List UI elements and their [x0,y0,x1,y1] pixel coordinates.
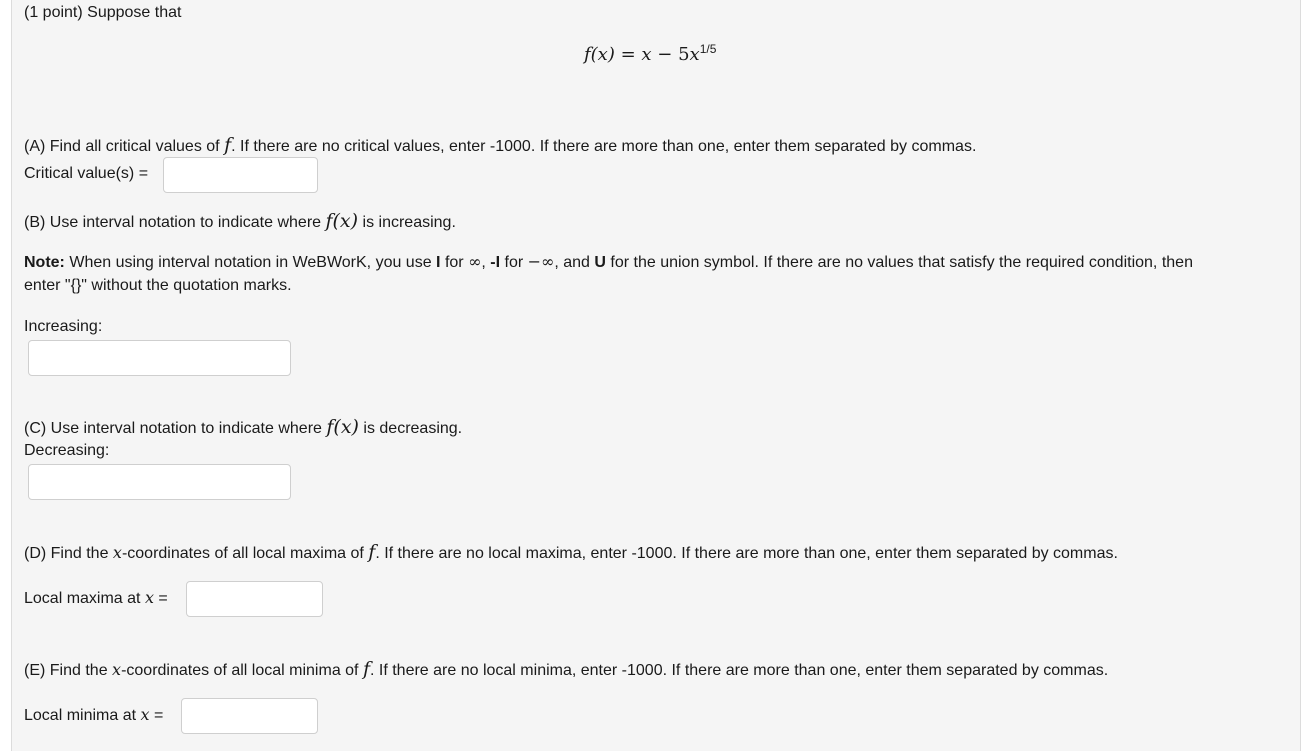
critical-values-input[interactable] [163,157,318,193]
part-e-lead: (E) Find the [24,662,113,679]
note-text-4: for [500,254,528,271]
note-neg-infinity-code: -I [490,254,501,271]
local-minima-label-text: Local minima at [24,707,141,724]
problem-panel [11,0,1301,751]
note-text-1: When using interval notation in WeBWorK, you use [64,254,437,271]
increasing-input[interactable] [28,340,291,376]
part-e-var: x [112,660,122,679]
note-line-1 [24,252,1193,273]
part-a-rest: . If there are no critical values, enter -1000. If there are more than one, enter them separated by commas. [231,138,977,155]
decreasing-input[interactable] [28,464,291,500]
note-text-5: , and [554,254,595,271]
formula-exponent: 1/5 [699,42,717,56]
note-union-code: U [594,254,606,271]
decreasing-label: Decreasing: [24,442,110,459]
local-minima-label-eq: = [149,707,164,724]
part-a-func: f [224,134,232,156]
note-line-2: enter "{}" without the quotation marks. [24,277,292,294]
part-b-question [24,211,456,233]
part-c-rest: is decreasing. [358,420,463,437]
formula-equals: = [614,44,642,65]
part-e-func: f [362,658,370,680]
neg-infinity-symbol: −∞ [527,252,555,271]
part-e-question [24,659,1108,681]
part-b-func: f(x) [325,210,359,232]
local-maxima-label-eq: = [153,590,168,607]
local-maxima-input[interactable] [186,581,323,617]
part-a-lead: (A) Find all critical values of [24,138,225,155]
local-maxima-label [24,588,168,609]
local-minima-label [24,705,163,726]
part-d-lead: (D) Find the [24,545,113,562]
part-c-func: f(x) [326,416,359,438]
formula-minus-coef: − 5 [651,44,690,65]
formula-lhs: f(x) [584,44,615,65]
part-c-question [24,417,462,439]
note-bold: Note: [24,254,65,271]
formula-var: x [689,44,700,65]
part-d-question [24,542,1118,564]
part-d-rest: . If there are no local maxima, enter -1000. If there are more than one, enter them separated by commas. [375,545,1118,562]
local-maxima-label-var: x [144,588,154,607]
formula-x: x [641,44,652,65]
local-minima-label-var: x [140,705,150,724]
local-minima-input[interactable] [181,698,318,734]
part-b-rest: is increasing. [358,214,456,231]
part-d-func: f [368,541,376,563]
problem-intro: (1 point) Suppose that [24,4,182,21]
local-maxima-label-text: Local maxima at [24,590,145,607]
part-d-var: x [112,543,122,562]
function-formula [584,42,716,65]
note-text-2: for [440,254,469,271]
part-c-lead: (C) Use interval notation to indicate where [24,420,327,437]
part-e-mid: -coordinates of all local minima of [121,662,363,679]
note-infinity-code: I [436,254,441,271]
note-text-6: for the union symbol. If there are no values that satisfy the required condition, then [605,254,1193,271]
part-e-rest: . If there are no local minima, enter -1000. If there are more than one, enter them separated by commas. [370,662,1109,679]
increasing-label: Increasing: [24,318,103,335]
infinity-symbol: ∞ [468,252,482,271]
part-d-mid: -coordinates of all local maxima of [121,545,369,562]
part-a-question [24,135,976,157]
critical-values-label: Critical value(s) = [24,165,149,182]
part-b-lead: (B) Use interval notation to indicate where [24,214,326,231]
note-text-3: , [481,254,491,271]
